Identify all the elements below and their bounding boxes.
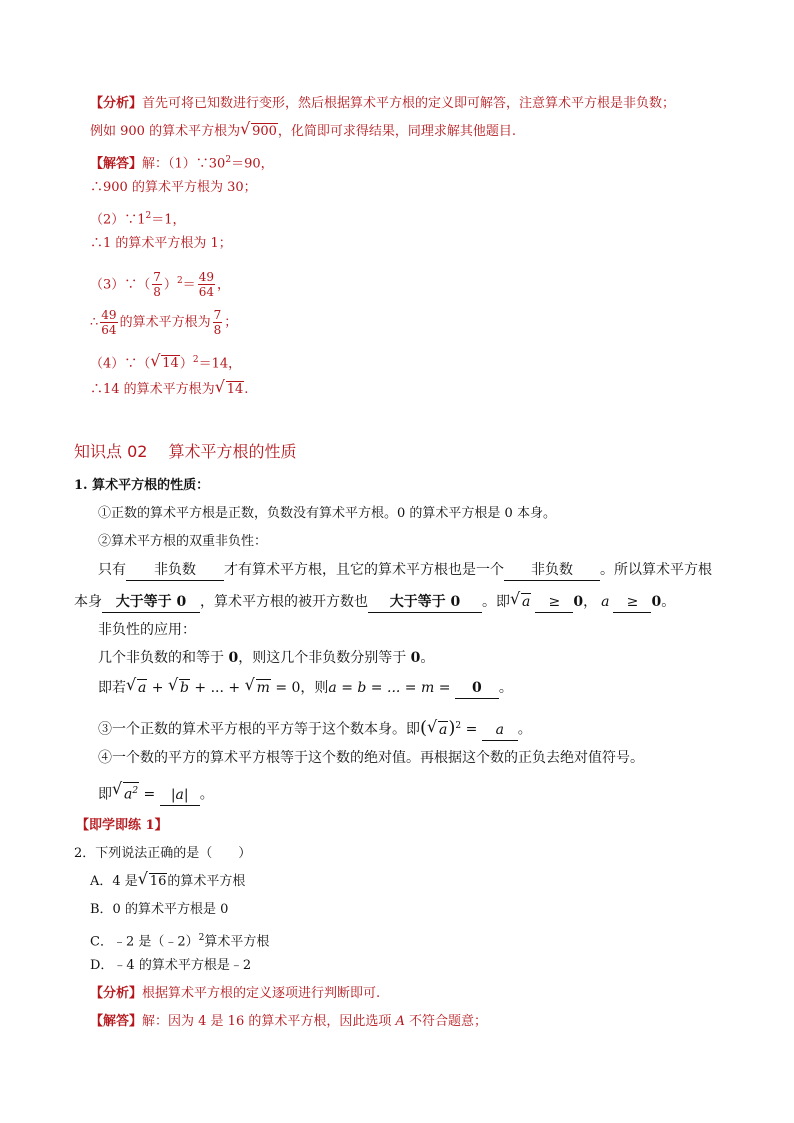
frac-num: 7 <box>153 270 161 285</box>
ans-l1b: ＝90， <box>231 156 274 172</box>
prop-9: ④一个数的平方的算术平方根等于这个数的绝对值。再根据这个数的正负去绝对值符号。 <box>98 750 644 766</box>
ans-l5e: ， <box>216 277 230 293</box>
sqrt-14: √ 14 <box>151 354 180 374</box>
prop-1: ①正数的算术平方根是正数，负数没有算术平方根。0 的算术平方根是 0 本身。 <box>98 506 556 521</box>
p6b: 0 <box>228 650 239 666</box>
p4e: ， <box>583 594 598 610</box>
p7a: 即若 <box>98 680 126 696</box>
answer-line-1 <box>90 150 274 174</box>
ans-l5b: ） <box>163 277 177 293</box>
blank-3: 大于等于 0 <box>102 592 200 613</box>
ans-l6a: ∴ <box>90 315 99 330</box>
p8sup: 2 <box>455 721 462 731</box>
answer-line-3 <box>90 206 186 230</box>
blank-4: 大于等于 0 <box>368 592 482 613</box>
p10a: 即 <box>98 786 112 803</box>
analysis-line-2 <box>90 122 516 142</box>
sqrt-900: √ 900 <box>241 122 278 142</box>
ans-l5-sup: 2 <box>176 276 183 286</box>
frac-den: 64 <box>101 323 117 337</box>
frac-num: 7 <box>213 308 222 322</box>
ans-l6b: 的算术平方根为 <box>119 315 211 330</box>
practice-tag <box>76 816 168 836</box>
analysis-text-2c: ，化简即可求得结果，同理求解其他题目. <box>277 124 517 139</box>
option-a <box>90 872 245 892</box>
p7p2: + ... + <box>189 680 245 696</box>
p4f: a <box>601 594 610 610</box>
p10end: 。 <box>199 786 214 803</box>
p8eq: = <box>461 721 482 738</box>
ans-l8b: . <box>244 382 249 397</box>
props-heading-text: 1. 算术平方根的性质： <box>74 478 210 493</box>
sqrt-a: √ a <box>511 592 531 612</box>
analysis-tag: 【分析】 <box>90 96 143 111</box>
ans-l7c: ＝14， <box>198 356 242 372</box>
p4a: 本身 <box>74 594 102 610</box>
answer-tag: 【解答】 <box>90 156 143 172</box>
section-title: 知识点 02 算术平方根的性质 <box>74 442 297 461</box>
sqrt-16: √ 16 <box>139 872 168 892</box>
p3c: 。所以算术平方根 <box>600 562 712 578</box>
opt-c-sup: 2 <box>198 933 205 943</box>
frac-den: 8 <box>213 323 222 337</box>
p10sup: 2 <box>132 786 139 796</box>
ans-l3: （2）∵1 <box>90 212 146 228</box>
p4d: 0 <box>573 594 584 610</box>
sqrt-a: √ a <box>428 720 448 740</box>
fraction-49-64 <box>100 308 117 337</box>
opt-c-2: 算术平方根 <box>204 934 270 950</box>
ans-l1-sup: 2 <box>225 155 232 165</box>
analysis-line-1 <box>90 94 675 114</box>
props-heading <box>74 476 209 496</box>
prop-4 <box>74 592 675 613</box>
question-2: 2．下列说法正确的是（ ） <box>74 846 252 861</box>
prop-6 <box>98 648 434 668</box>
p8a: ③一个正数的算术平方根的平方等于这个数本身。即 <box>98 721 420 738</box>
option-d: D．﹣4 的算术平方根是﹣2 <box>90 958 252 973</box>
blank-8: a <box>482 720 518 741</box>
ans-l8a: ∴14 的算术平方根为 <box>90 382 215 397</box>
prop-8: ③一个正数的算术平方根的平方等于这个数本身。即( √ a)$^2$ = a 。 <box>98 716 532 741</box>
analysis-text: 首先可将已知数进行变形，然后根据算术平方根的定义即可解答，注意算术平方根是非负数； <box>142 96 676 111</box>
p4b: ，算术平方根的被开方数也 <box>200 594 368 610</box>
blank-5: ≥ <box>535 592 573 613</box>
p3b: 才有算术平方根，且它的算术平方根也是一个 <box>224 562 504 578</box>
blank-7: 0 <box>455 678 499 699</box>
answer-line-7 <box>90 350 241 374</box>
sqrt-a-squared <box>113 782 139 805</box>
p7p1: + <box>147 680 168 696</box>
ans-l5a: （3）∵（ <box>90 277 151 293</box>
prop-5: 非负性的应用： <box>98 622 196 638</box>
ans-l7-sup: 2 <box>192 355 199 365</box>
frac-num: 49 <box>101 308 117 322</box>
blank-6: ≥ <box>613 592 651 613</box>
sqrt-m: √ m <box>246 678 271 698</box>
answer-line-8 <box>90 380 248 400</box>
analysis-2 <box>90 984 380 1004</box>
opt-a-1: A．4 是 <box>90 874 138 889</box>
analysis-text-2a: 例如 900 的算术平方根为 <box>90 124 241 139</box>
answer2-text1: 解：因为 4 是 16 的算术平方根，因此选项 <box>142 1014 396 1029</box>
opt-a-2: 的算术平方根 <box>167 874 246 889</box>
prop-10 <box>98 782 214 806</box>
prop-3 <box>98 560 712 581</box>
p7eq: a = b = ... = m = <box>328 680 455 696</box>
p6d: 0 <box>410 650 421 666</box>
p6a: 几个非负数的和等于 <box>98 650 229 666</box>
p6e: 。 <box>420 650 435 666</box>
ans-l3-sup: 2 <box>145 211 152 221</box>
p7end: 。 <box>498 680 513 696</box>
answer-line-2: ∴900 的算术平方根为 30； <box>90 180 257 195</box>
sqrt-b: √ b <box>169 678 190 698</box>
p8end: 。 <box>517 721 532 738</box>
p3a: 只有 <box>98 562 126 578</box>
practice-tag-text: 【即学即练 1】 <box>76 818 168 833</box>
prop-7 <box>98 678 513 699</box>
option-b: B．0 的算术平方根是 0 <box>90 902 229 917</box>
ans-l6c: ； <box>224 315 238 330</box>
sqrt-14: √ 14 <box>216 380 245 400</box>
option-c <box>90 928 269 952</box>
answer-2 <box>90 1012 487 1032</box>
answer2-text2: 不符合题意； <box>404 1014 488 1029</box>
ans-l7a: （4）∵（ <box>90 356 151 372</box>
p7p3: = 0，则 <box>270 680 329 696</box>
fraction-49-64 <box>198 270 215 299</box>
fraction-7-8 <box>213 308 223 337</box>
frac-den: 8 <box>153 285 161 300</box>
answer2-tag: 【解答】 <box>90 1014 143 1029</box>
analysis2-tag: 【分析】 <box>90 986 143 1001</box>
ans-l3b: ＝1， <box>151 212 186 228</box>
p10eq: = <box>139 786 160 803</box>
frac-den: 64 <box>198 285 214 300</box>
p4g: 0 <box>651 594 662 610</box>
prop-2: ②算术平方根的双重非负性： <box>98 534 268 549</box>
ans-l5c: ＝ <box>182 277 196 293</box>
answer-line-5 <box>90 264 230 302</box>
sqrt-a: √ a <box>127 678 147 698</box>
frac-num: 49 <box>198 270 214 285</box>
ans-l7b: ） <box>179 356 193 372</box>
p6c: ，则这几个非负数分别等于 <box>238 650 411 666</box>
blank-9: |a| <box>160 785 200 806</box>
p4c: 。即 <box>482 594 510 610</box>
fraction-7-8 <box>152 270 162 299</box>
ans-l1: 解：（1）∵30 <box>142 156 226 172</box>
answer-line-4: ∴1 的算术平方根为 1； <box>90 236 232 251</box>
blank-2: 非负数 <box>504 560 600 581</box>
answer2-opt: A <box>395 1014 405 1029</box>
opt-c-1: C．﹣2 是（﹣2） <box>90 934 199 950</box>
p10r: a <box>124 786 133 803</box>
blank-1: 非负数 <box>126 560 224 581</box>
analysis2-text: 根据算术平方根的定义逐项进行判断即可. <box>142 986 381 1001</box>
p4h: 。 <box>661 594 676 610</box>
answer-line-6 <box>90 306 237 340</box>
